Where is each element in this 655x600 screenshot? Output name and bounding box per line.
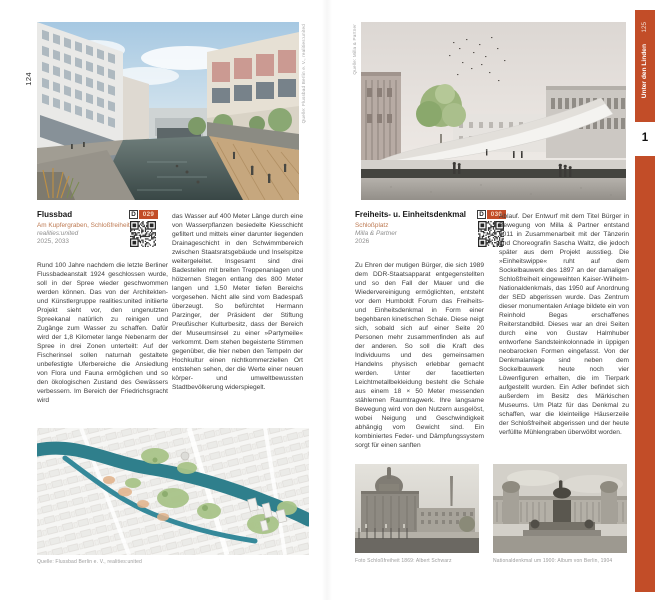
flussbad-map-illustration: [37, 428, 309, 555]
badge-number: 030: [487, 210, 506, 219]
historic-photo-schlossfreiheit: [355, 464, 479, 553]
map-caption: Quelle: Flussbad Berlin e. V., realities:united: [37, 559, 142, 565]
left-project-title: Flussbad: [37, 209, 73, 219]
denkmal-rendering-photo: [361, 22, 626, 200]
right-project-architect: Milla & Partner: [355, 229, 397, 237]
right-project-years: 2026: [355, 238, 370, 246]
chapter-color-bar: [635, 156, 655, 592]
historic-photo2-caption: Nationaldenkmal um 1900: Album von Berlin, 1904: [493, 558, 613, 564]
badge-letter: D: [477, 210, 486, 219]
right-photo-credit: Quelle: Milla & Partner: [352, 24, 357, 75]
chapter-tab: [635, 10, 655, 122]
badge-number: 029: [139, 210, 158, 219]
flussbad-photo-illustration: [37, 22, 299, 200]
left-project-years: 2025, 2033: [37, 238, 69, 246]
right-page-number: 125: [641, 22, 648, 33]
historic-photo-nationaldenkmal: [493, 464, 627, 553]
right-project-header: [355, 209, 477, 246]
right-body-column-1: Zu Ehren der mutigen Bürger, die sich 1989 dem DDR-Staatsapparat entgegenstellten und so den Fall der Mauer und die Wiedervereinigung ermöglichten, entsteht vor dem Humboldt Forum das Freiheits- und Einheitsdenkmal in Form einer begehbaren kinetischen Schale. Diese neigt sich, sobald sich auf einer Seite 20 Personen mehr zusammenfinden als auf der anderen. So soll die Kraft des Individuums und des gemeinsamen Handelns physisch erlebbar gemacht werden. Unter der facettierten Leichtmetallbekleidung besteht die Schale aus einem 18 × 50 Meter messenden stählernen Raumtragwerk. Ihre langsame Bewegung wird von den Nutzern ausgelöst, wobei Neigung und Geschwindigkeit abhängig vom Gewicht sind. Ein kombiniertes Feder- und Dämpfungssystem sorgt für einen sanften: [355, 262, 484, 449]
right-body-column-2: Ablauf. Der Entwurf mit dem Titel Bürger in Bewegung von Milla & Partner entstand 2011 in Zusammenarbeit mit der Tänzerin und Choreografin Sascha Waltz, die jedoch später aus dem Projekt ausstieg. Die »Einheitswippe« ruht auf dem Sockelbauwerk des 1897 an der damaligen Schloßfreiheit eingeweihten Kaiser-Wilhelm-Nationaldenkmals, das 1950 auf Anordnung der SED abgerissen wurde. Das Zentrum dieser monumentalen Anlage bildete ein von Reinhold Begas erschaffenes Reiterstandbild. Dieses war an drei Seiten durch eine von Gustav Halmhuber entworfene Sandsteinkolonnade in üppigen neobarocken Formen eingefasst. Von der Denkmalanlage sind neben dem Sockelbauwerk heute noch vier Löwenfiguren erhalten, die im Tierpark aufgestellt wurden. Ein Adler befindet sich außerdem im Besitz des Märkischen Museums. Um Platz für das Denkmal zu schaffen, war die kleinteilige Häuserzeile der Schloßfreiheit abgerissen und der heute verfüllte Mühlengraben überwölbt worden.: [499, 213, 629, 436]
section-number: 1: [641, 132, 649, 144]
badge-letter: D: [129, 210, 138, 219]
qr-code: [130, 221, 156, 247]
page-gutter-shadow: [322, 0, 332, 600]
flussbad-rendering-photo: [37, 22, 299, 200]
right-project-location: Schloßplatz: [355, 221, 389, 229]
left-body-column-2: das Wasser auf 400 Meter Länge durch eine von Wasserpflanzen besiedelte Kiesschicht gefiltert und mittels einer darunter liegenden Drainageschicht in den Schwimmbereich zwischen Staatsratsgebäude und Inselspitze weitergeleitet. Insgesamt sind drei Badestellen mit breiten Treppenanlagen und hölzernen Stegen entlang des 800 Meter langen und 1,50 Meter tiefen Bereichs vorgesehen. Nicht alle sind vom Badespaß überzeugt. So befürchtet Hermann Parzinger, der Präsident der Stiftung Preußischer Kulturbesitz, dass der Bereich der Museumsinsel zu einer »Partymeile« verkommt. Dem stehen begeisterte Stimmen gegenüber, die hier neben den Tempeln der Hochkultur einen nichtkommerziellen Ort entstehen sehen, der die Werte einer neuen körper- und umweltbewussten Stadtbevölkerung widerspiegelt.: [172, 213, 303, 391]
left-project-location: Am Kupfergraben, Schloßfreiheit: [37, 221, 130, 229]
left-project-architect: realities:united: [37, 229, 79, 237]
left-project-badge: [129, 210, 158, 219]
left-photo-credit: Quelle: Flussbad Berlin e. V., realities:united: [301, 24, 306, 124]
left-body-column-1: Rund 100 Jahre nachdem die letzte Berliner Flussbadeanstalt 1924 geschlossen wurde, soll in der Spree wieder geschwommen werden können. Das von der Architekten- und Künstlergruppe realities:united initiierte Projekt sieht vor, den ungenutzten Spreekanal natürlich zu reinigen und Zugänge zum Wasser zu schaffen. Dafür wird der 1,8 Kilometer lange Nebenarm der Spree in drei Zonen unterteilt: Auf der Fischerinsel sollen naturnah gestaltete unbefestigte Uferbereiche die Ansiedlung von Flora und Fauna ermöglichen und so den ökologischen Zustand des Gewässers verbessern. Im Bereich der Friedrichsgracht wird: [37, 262, 168, 404]
right-project-title: Freiheits- u. Einheitsdenkmal: [355, 209, 467, 219]
left-page-number: 124: [24, 72, 33, 86]
chapter-label: Unter den Linden: [640, 44, 648, 99]
historic-photo1-caption: Foto Schloßfreiheit 1869: Albert Schwarz: [355, 558, 452, 564]
